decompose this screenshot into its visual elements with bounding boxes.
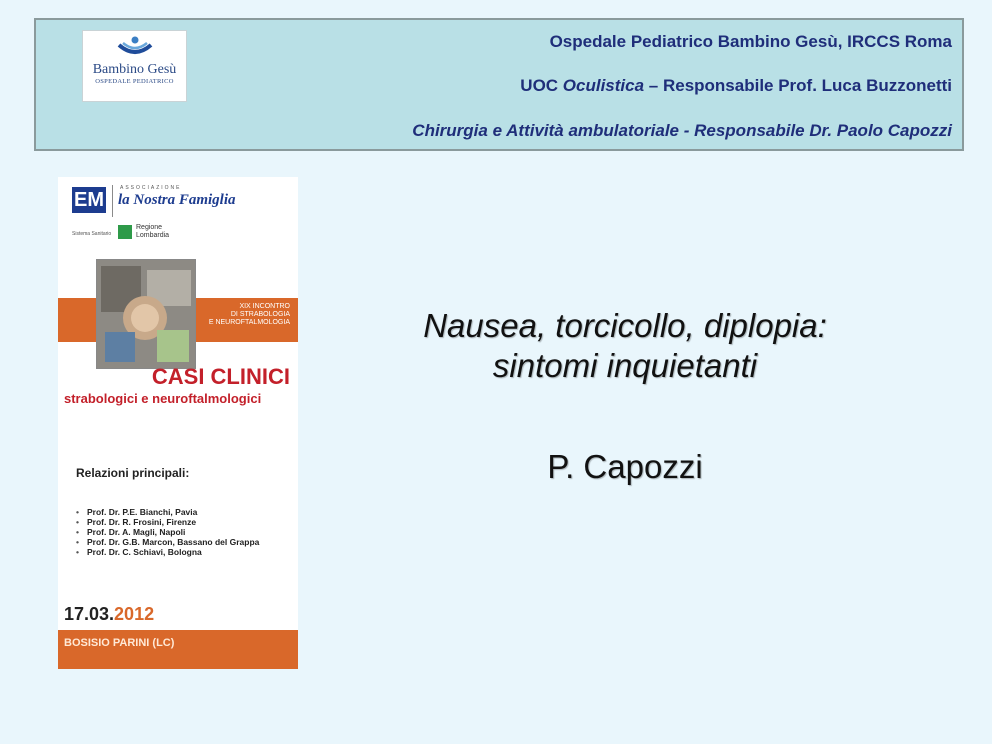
hospital-logo bbox=[82, 30, 187, 102]
list-item: • Prof. Dr. P.E. Bianchi, Pavia bbox=[76, 507, 259, 517]
poster-place: BOSISIO PARINI (LC) bbox=[64, 637, 175, 649]
poster-org-name: la Nostra Famiglia bbox=[118, 192, 236, 208]
em-logo: EM bbox=[74, 189, 104, 211]
band-line-2: DI STRABOLOGIA bbox=[230, 311, 290, 318]
regione-logo-icon bbox=[118, 225, 132, 239]
poster-logo-divider bbox=[112, 185, 113, 217]
poster-sistema-label: Sistema Sanitario bbox=[72, 231, 112, 237]
logo-sub: OSPEDALE PEDIATRICO bbox=[95, 78, 174, 85]
slide-title-line-1: Nausea, torcicollo, diplopia: bbox=[423, 307, 827, 344]
uoc-prefix: UOC bbox=[520, 76, 563, 95]
slide-title-line-2: sintomi inquietanti bbox=[492, 347, 758, 384]
uoc-name: Oculistica bbox=[562, 76, 645, 95]
speaker-list bbox=[76, 507, 259, 557]
poster-date bbox=[64, 604, 154, 625]
band-line-3: E NEUROFTALMOLOGIA bbox=[208, 319, 290, 326]
list-item: • Prof. Dr. A. Magli, Napoli bbox=[76, 527, 259, 537]
poster-subtitle: strabologici e neuroftalmologici bbox=[64, 391, 262, 406]
event-poster bbox=[58, 177, 298, 669]
header-line-uoc bbox=[520, 76, 952, 96]
band-line-1: XIX INCONTRO bbox=[239, 303, 290, 310]
hospital-logo-icon bbox=[115, 35, 155, 61]
slide-author: P. Capozzi bbox=[547, 448, 703, 485]
list-item: • Prof. Dr. G.B. Marcon, Bassano del Grappa bbox=[76, 537, 259, 547]
poster-relazioni-heading: Relazioni principali: bbox=[76, 466, 190, 480]
list-item: • Prof. Dr. R. Frosini, Firenze bbox=[76, 517, 259, 527]
header-line-hospital: Ospedale Pediatrico Bambino Gesù, IRCCS Roma bbox=[549, 32, 952, 51]
poster-regione-label: Regione Lombardia bbox=[136, 224, 170, 239]
header-line-surgery: Chirurgia e Attività ambulatoriale - Responsabile Dr. Paolo Capozzi bbox=[412, 121, 952, 140]
poster-bottom-band bbox=[58, 630, 298, 669]
poster-band-text bbox=[180, 303, 290, 327]
slide-title bbox=[360, 306, 890, 386]
list-item: • Prof. Dr. C. Schiavi, Bologna bbox=[76, 547, 259, 557]
logo-name: Bambino Gesù bbox=[92, 62, 177, 77]
header-banner bbox=[34, 18, 964, 151]
date-day-month: 17.03. bbox=[64, 604, 115, 624]
uoc-responsible: – Responsabile Prof. Luca Buzzonetti bbox=[644, 76, 952, 95]
poster-title: CASI CLINICI bbox=[151, 364, 290, 389]
date-year: 2012 bbox=[114, 604, 155, 624]
poster-assoc-label: ASSOCIAZIONE bbox=[120, 185, 182, 191]
